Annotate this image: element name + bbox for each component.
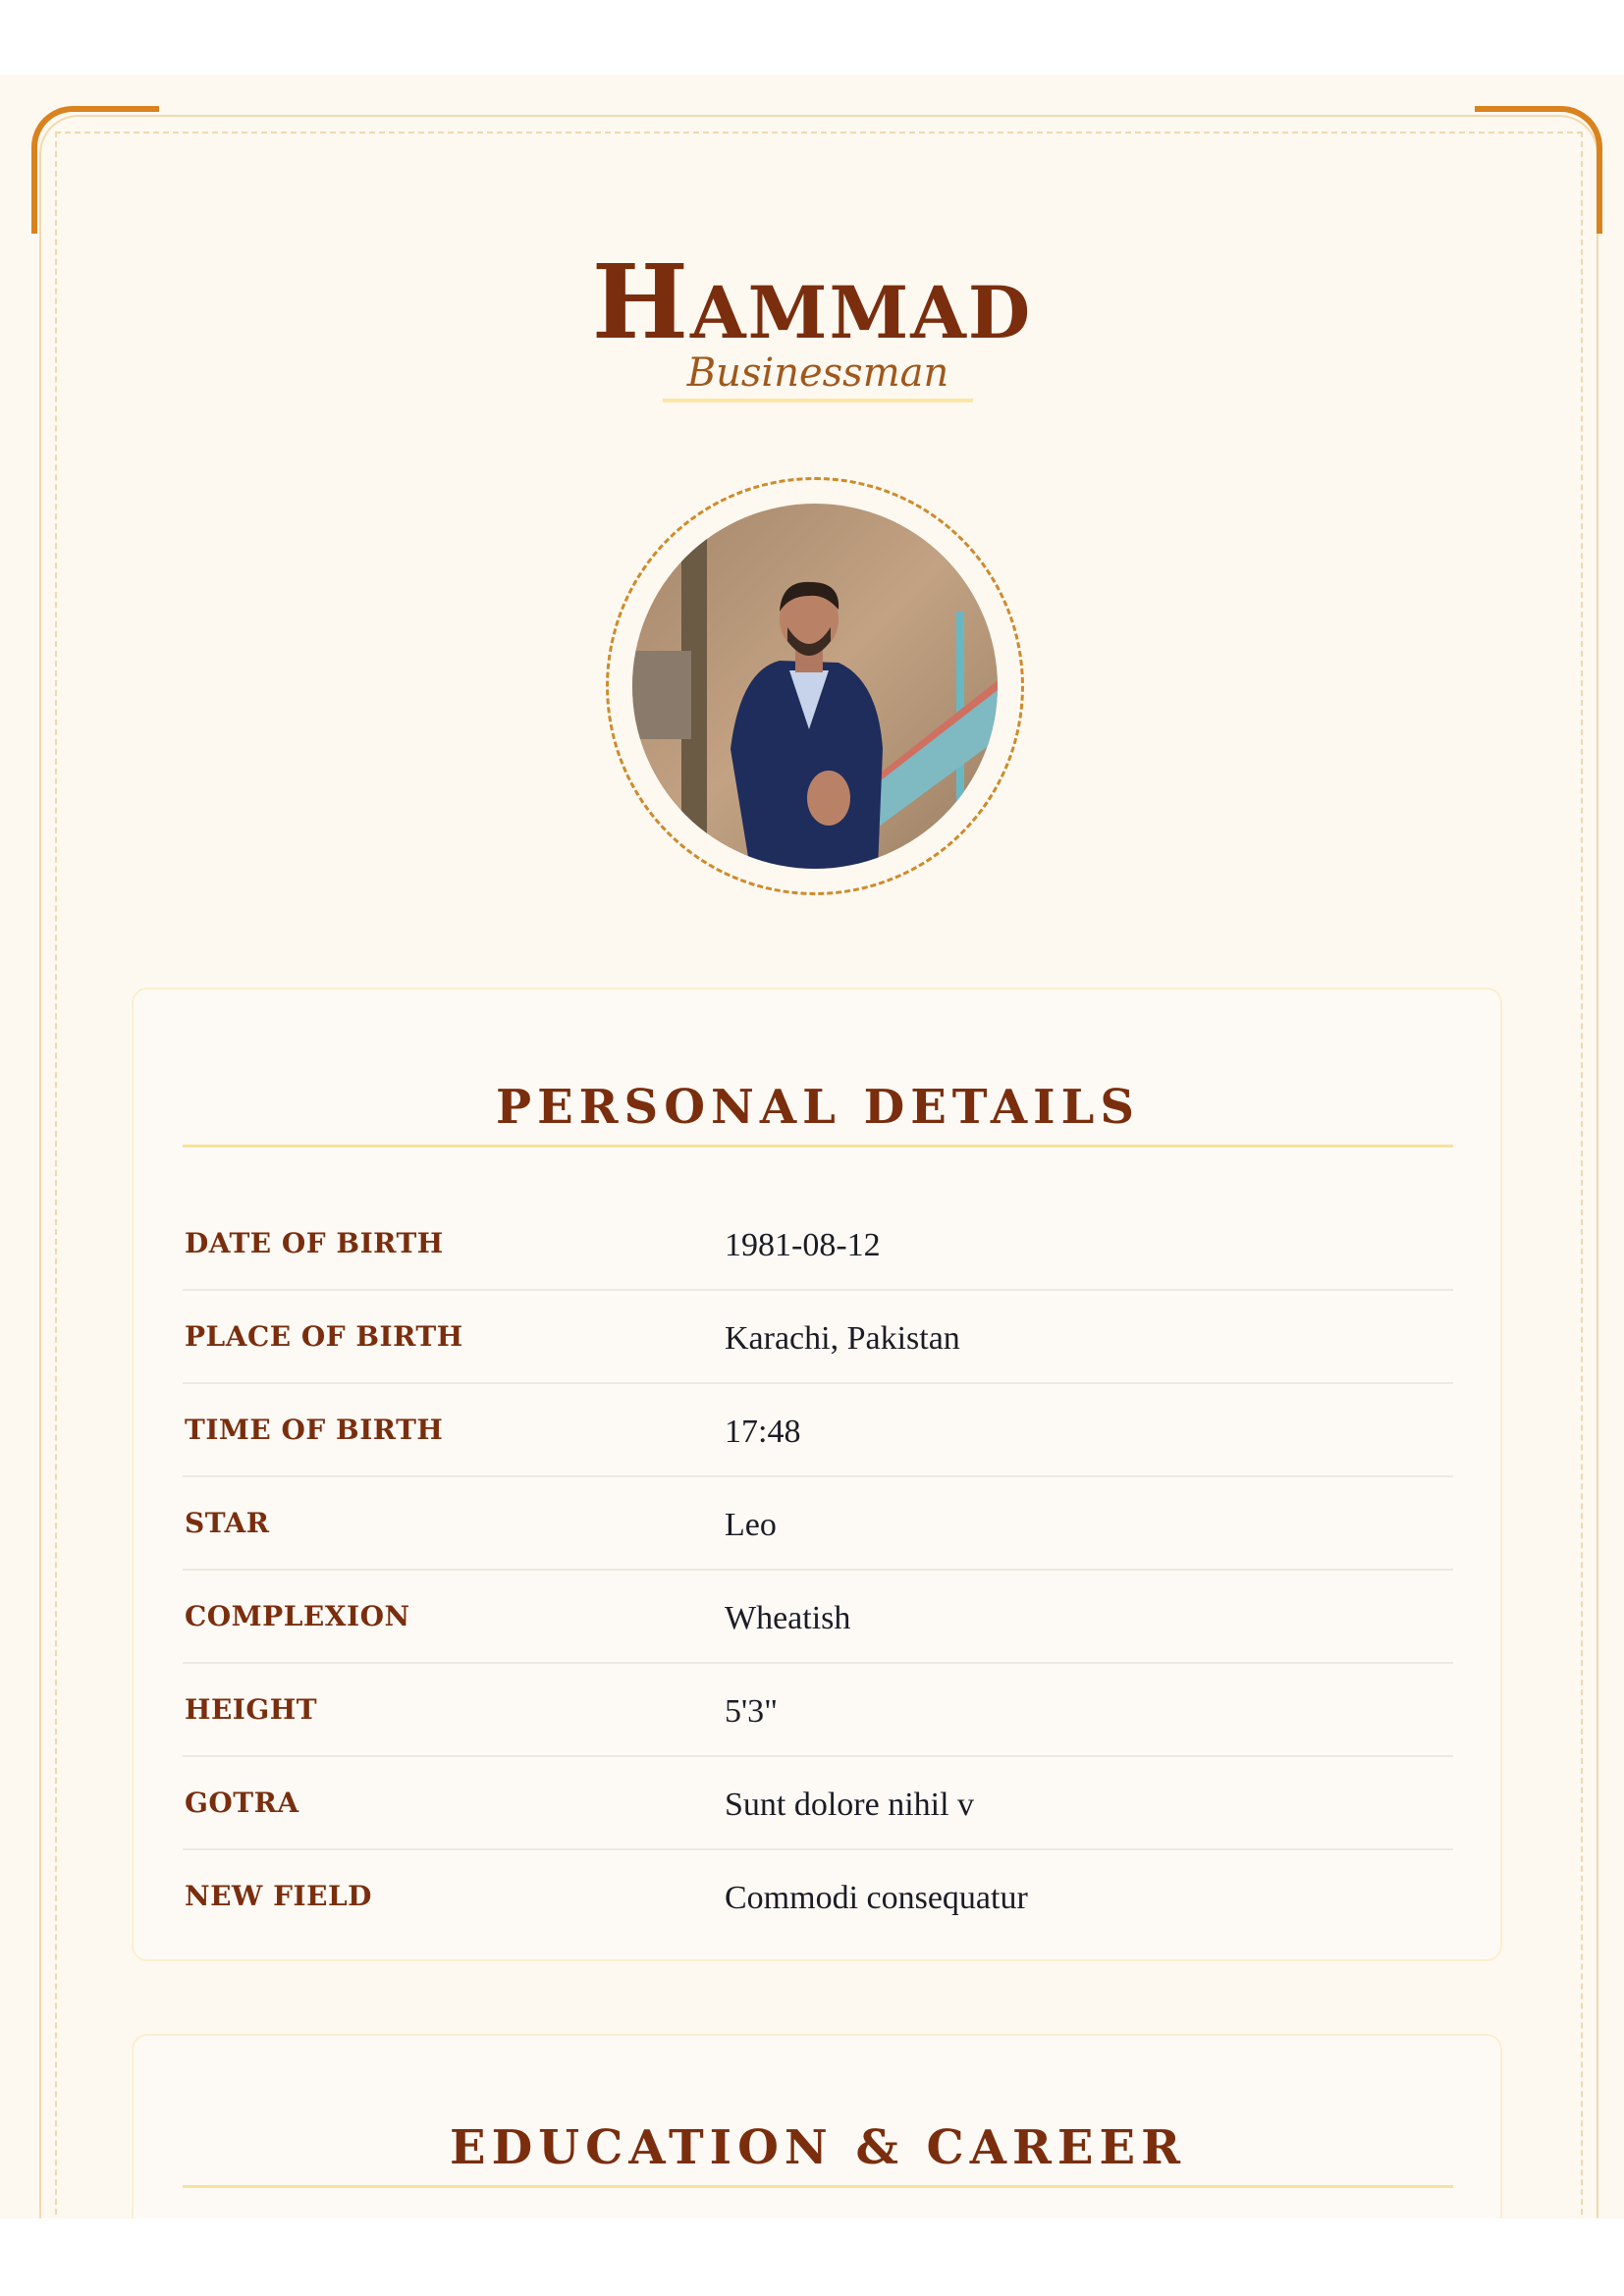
personal-details-card — [132, 988, 1502, 1961]
detail-value: Wheatish — [725, 1600, 851, 1636]
detail-row — [183, 1664, 1453, 1757]
detail-row — [183, 1477, 1453, 1571]
detail-label: DATE OF BIRTH — [185, 1227, 444, 1259]
detail-label: COMPLEXION — [185, 1600, 410, 1632]
personal-details-list — [183, 1198, 1453, 1944]
detail-label: STAR — [185, 1507, 270, 1539]
detail-value: Karachi, Pakistan — [725, 1320, 960, 1357]
detail-row — [183, 1291, 1453, 1384]
detail-value: Leo — [725, 1507, 777, 1543]
detail-row — [183, 1198, 1453, 1291]
education-career-card — [132, 2034, 1502, 2218]
detail-value: Sunt dolore nihil v — [725, 1787, 975, 1823]
detail-row — [183, 1757, 1453, 1850]
occupation-underline — [663, 347, 973, 402]
detail-value: Commodi consequatur — [725, 1880, 1028, 1916]
personal-details-heading: PERSONAL DETAILS — [183, 1078, 1453, 1148]
profile-photo-frame — [606, 477, 1024, 895]
detail-value: 5'3" — [725, 1693, 779, 1730]
profile-occupation: Businessman — [686, 350, 949, 396]
detail-value: 1981-08-12 — [725, 1227, 881, 1263]
detail-label: NEW FIELD — [185, 1880, 372, 1912]
detail-row — [183, 1571, 1453, 1664]
detail-row — [183, 1384, 1453, 1477]
detail-label: PLACE OF BIRTH — [185, 1320, 463, 1353]
corner-ornament-top-right — [1475, 106, 1602, 234]
detail-label: HEIGHT — [185, 1693, 318, 1726]
profile-photo — [632, 504, 998, 869]
detail-label: GOTRA — [185, 1787, 299, 1819]
detail-row — [183, 1850, 1453, 1944]
biodata-page — [0, 75, 1624, 2218]
education-career-heading: EDUCATION & CAREER — [183, 2118, 1453, 2188]
detail-value: 17:48 — [725, 1414, 801, 1450]
detail-label: TIME OF BIRTH — [185, 1414, 444, 1446]
profile-name: Hammad — [591, 241, 1033, 362]
corner-ornament-top-left — [31, 106, 159, 234]
